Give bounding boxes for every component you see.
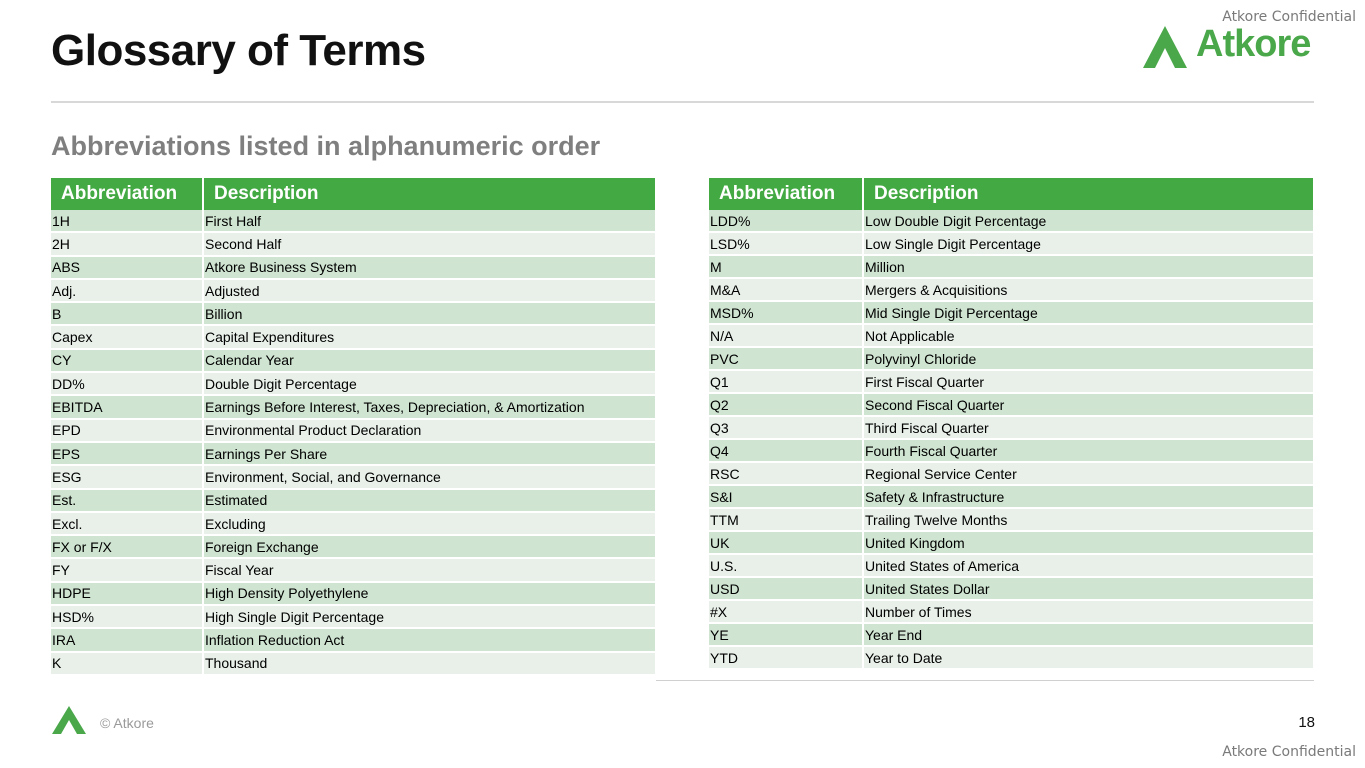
description-cell: Excluding (203, 512, 656, 535)
table-row (51, 279, 656, 302)
description-cell: Year to Date (863, 646, 1314, 669)
table-row (51, 582, 656, 605)
table-row (709, 370, 1314, 393)
abbreviation-cell: M (709, 255, 863, 278)
abbreviation-cell: RSC (709, 462, 863, 485)
table-row (51, 442, 656, 465)
description-cell: Second Fiscal Quarter (863, 393, 1314, 416)
glossary-table-left (51, 178, 657, 676)
abbreviation-cell: ESG (51, 465, 203, 488)
description-cell: Estimated (203, 489, 656, 512)
table-row (51, 558, 656, 581)
table-row (709, 439, 1314, 462)
abbreviation-cell: IRA (51, 628, 203, 651)
abbreviation-cell: YE (709, 623, 863, 646)
description-cell: Earnings Per Share (203, 442, 656, 465)
abbreviation-cell: Capex (51, 325, 203, 348)
table-row (709, 347, 1314, 370)
abbreviation-cell: M&A (709, 278, 863, 301)
table-row (51, 489, 656, 512)
table-row (51, 652, 656, 675)
description-cell: High Single Digit Percentage (203, 605, 656, 628)
table-row (709, 508, 1314, 531)
table-row (51, 535, 656, 558)
table-row (709, 232, 1314, 255)
description-cell: Low Single Digit Percentage (863, 232, 1314, 255)
description-cell: Environmental Product Declaration (203, 419, 656, 442)
abbreviation-cell: #X (709, 600, 863, 623)
description-cell: Number of Times (863, 600, 1314, 623)
abbreviation-cell: FX or F/X (51, 535, 203, 558)
table-row (709, 393, 1314, 416)
description-cell: Million (863, 255, 1314, 278)
description-cell: Polyvinyl Chloride (863, 347, 1314, 370)
description-cell: Year End (863, 623, 1314, 646)
description-cell: Third Fiscal Quarter (863, 416, 1314, 439)
abbreviation-cell: Q2 (709, 393, 863, 416)
table-row (51, 419, 656, 442)
table-row (709, 531, 1314, 554)
abbreviation-cell: CY (51, 349, 203, 372)
description-cell: United States of America (863, 554, 1314, 577)
description-cell: Trailing Twelve Months (863, 508, 1314, 531)
table-row (709, 577, 1314, 600)
subtitle: Abbreviations listed in alphanumeric order (51, 131, 601, 161)
description-cell: Mid Single Digit Percentage (863, 301, 1314, 324)
table-row (709, 324, 1314, 347)
abbreviation-cell: K (51, 652, 203, 675)
abbreviation-cell: U.S. (709, 554, 863, 577)
description-cell: United States Dollar (863, 577, 1314, 600)
description-cell: Calendar Year (203, 349, 656, 372)
description-cell: Atkore Business System (203, 256, 656, 279)
table-row (709, 278, 1314, 301)
description-cell: Inflation Reduction Act (203, 628, 656, 651)
abbreviation-cell: USD (709, 577, 863, 600)
description-cell: Capital Expenditures (203, 325, 656, 348)
confidential-label-bottom: Atkore Confidential (1222, 744, 1356, 760)
abbreviation-cell: PVC (709, 347, 863, 370)
description-cell: Fourth Fiscal Quarter (863, 439, 1314, 462)
abbreviation-cell: EPD (51, 419, 203, 442)
table-row (51, 395, 656, 418)
description-cell: Low Double Digit Percentage (863, 210, 1314, 232)
description-cell: Earnings Before Interest, Taxes, Depreciation, & Amortization (203, 395, 656, 418)
abbreviation-cell: N/A (709, 324, 863, 347)
table-row (51, 210, 656, 232)
header-description: Description (203, 178, 656, 210)
abbreviation-cell: FY (51, 558, 203, 581)
table-row (709, 646, 1314, 669)
table-row (51, 465, 656, 488)
table-row (51, 232, 656, 255)
table-row (51, 372, 656, 395)
table-row (709, 210, 1314, 232)
description-cell: Safety & Infrastructure (863, 485, 1314, 508)
description-cell: Double Digit Percentage (203, 372, 656, 395)
table-row (51, 256, 656, 279)
abbreviation-cell: Q4 (709, 439, 863, 462)
abbreviation-cell: EBITDA (51, 395, 203, 418)
description-cell: Second Half (203, 232, 656, 255)
abbreviation-cell: DD% (51, 372, 203, 395)
description-cell: First Fiscal Quarter (863, 370, 1314, 393)
logo-wordmark: Atkore (1196, 23, 1311, 65)
table-row (51, 349, 656, 372)
copyright-text: © Atkore (100, 715, 154, 731)
table-row (709, 416, 1314, 439)
description-cell: High Density Polyethylene (203, 582, 656, 605)
abbreviation-cell: S&I (709, 485, 863, 508)
title-divider (51, 101, 1314, 103)
abbreviation-cell: TTM (709, 508, 863, 531)
abbreviation-cell: MSD% (709, 301, 863, 324)
abbreviation-cell: YTD (709, 646, 863, 669)
abbreviation-cell: UK (709, 531, 863, 554)
description-cell: Foreign Exchange (203, 535, 656, 558)
confidential-label-top: Atkore Confidential (1222, 9, 1356, 25)
table-row (709, 623, 1314, 646)
description-cell: Thousand (203, 652, 656, 675)
page-title: Glossary of Terms (51, 26, 426, 75)
header-abbreviation: Abbreviation (51, 178, 203, 210)
left-table-body (51, 210, 656, 675)
table-row (51, 512, 656, 535)
glossary-table-right (709, 178, 1315, 670)
abbreviation-cell: EPS (51, 442, 203, 465)
table-row (709, 554, 1314, 577)
table-row (51, 302, 656, 325)
header-abbreviation: Abbreviation (709, 178, 863, 210)
table-row (709, 301, 1314, 324)
abbreviation-cell: B (51, 302, 203, 325)
page-number: 18 (1298, 714, 1315, 731)
description-cell: First Half (203, 210, 656, 232)
description-cell: Adjusted (203, 279, 656, 302)
abbreviation-cell: Q1 (709, 370, 863, 393)
abbreviation-cell: ABS (51, 256, 203, 279)
table-row (709, 485, 1314, 508)
abbreviation-cell: 2H (51, 232, 203, 255)
table-row (709, 600, 1314, 623)
table-row (51, 628, 656, 651)
abbreviation-cell: Est. (51, 489, 203, 512)
abbreviation-cell: Q3 (709, 416, 863, 439)
atkore-footer-logo-icon (52, 705, 88, 735)
description-cell: Billion (203, 302, 656, 325)
table-bottom-rule (656, 680, 1314, 681)
description-cell: Environment, Social, and Governance (203, 465, 656, 488)
right-table-body (709, 210, 1314, 669)
abbreviation-cell: LDD% (709, 210, 863, 232)
description-cell: Regional Service Center (863, 462, 1314, 485)
table-row (709, 255, 1314, 278)
description-cell: Mergers & Acquisitions (863, 278, 1314, 301)
abbreviation-cell: HSD% (51, 605, 203, 628)
description-cell: Not Applicable (863, 324, 1314, 347)
abbreviation-cell: Excl. (51, 512, 203, 535)
abbreviation-cell: LSD% (709, 232, 863, 255)
description-cell: Fiscal Year (203, 558, 656, 581)
description-cell: United Kingdom (863, 531, 1314, 554)
table-row (51, 605, 656, 628)
table-row (709, 462, 1314, 485)
table-row (51, 325, 656, 348)
abbreviation-cell: 1H (51, 210, 203, 232)
header-description: Description (863, 178, 1314, 210)
abbreviation-cell: HDPE (51, 582, 203, 605)
abbreviation-cell: Adj. (51, 279, 203, 302)
